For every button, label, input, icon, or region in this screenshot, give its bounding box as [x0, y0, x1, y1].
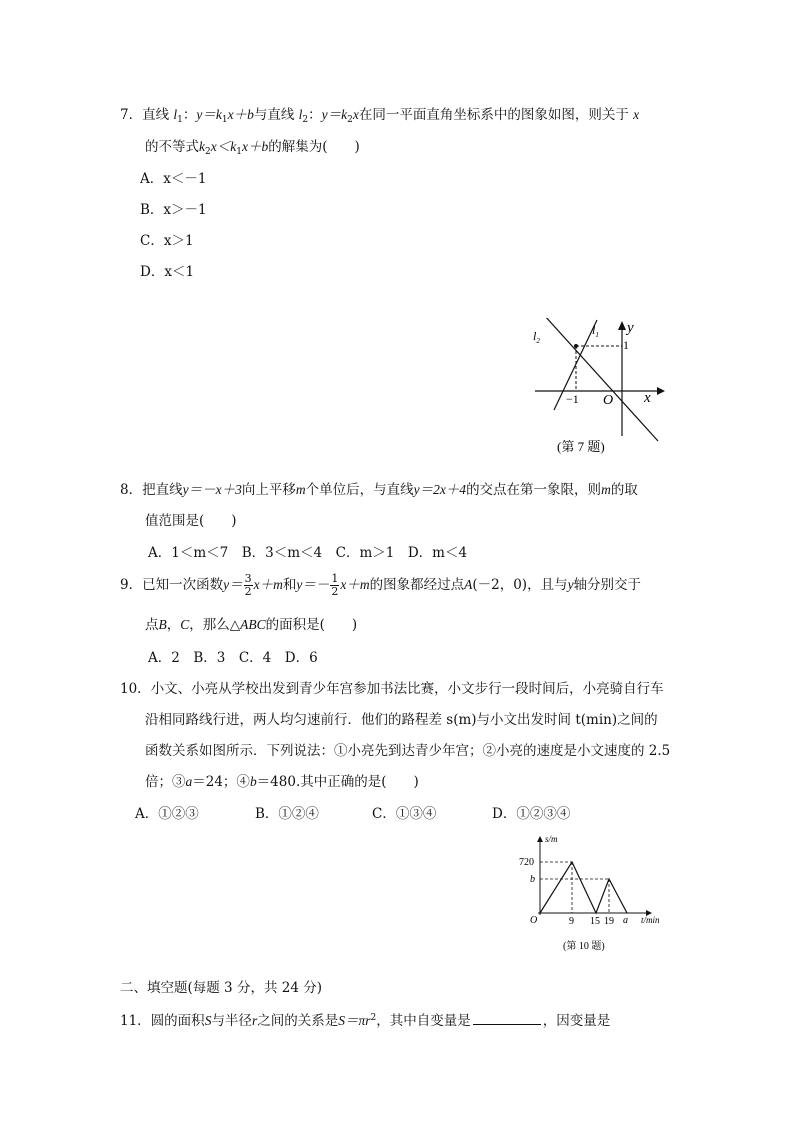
q7-option-a[interactable]: A．x＜－1: [140, 171, 207, 187]
q9-number: 9．: [120, 577, 143, 593]
q10-stem-line2: 沿相同路线行进，两人均匀速前行．他们的路程差 s(m)与小文出发时间 t(min)之间的: [145, 712, 658, 728]
q10-graph-line: [540, 862, 627, 913]
q8-number: 8．: [120, 482, 143, 498]
q11-stem: 11．圆的面积S与半径r之间的关系是$S=\pi r^2$，其中自变量是 ，因变量是: [120, 1013, 611, 1029]
q7-number: 7．: [120, 107, 143, 123]
q11-answer-blank-1[interactable]: [473, 1012, 541, 1025]
q7-label-one: 1: [623, 338, 629, 352]
q10-label-15: 15: [590, 916, 600, 927]
q10-figure: [510, 832, 680, 960]
q7-label-l1: $l_1$: [592, 323, 599, 339]
q10-stem-line4: 倍；③a＝24；④b＝480.其中正确的是( ): [145, 774, 419, 790]
q9-fraction-3-2: $\frac{3}{2}$: [244, 572, 252, 598]
q10-label-x-axis: t/min: [641, 915, 660, 925]
q10-label-y-axis: s/m: [545, 834, 558, 844]
q7-option-d[interactable]: D．x＜1: [140, 264, 195, 280]
q7-option-b[interactable]: B．x＞－1: [140, 202, 207, 218]
q7-caption: (第 7 题): [557, 439, 605, 454]
q9-options[interactable]: A．2 B．3 C．4 D．6: [148, 650, 318, 666]
q10-label-19: 19: [604, 916, 614, 927]
q10-option-a[interactable]: A．①②③: [135, 806, 199, 822]
q10-stem-line3: 函数关系如图所示．下列说法：①小亮先到达青少年宫；②小亮的速度是小文速度的 2.5: [145, 743, 671, 759]
q10-stem-line1: 10．小文、小亮从学校出发到青少年宫参加书法比赛，小文步行一段时间后，小亮骑自行车: [120, 681, 664, 697]
q7-y-arrow: [618, 321, 626, 330]
q8-stem-line1: 8．把直线y＝－x＋3向上平移m个单位后，与直线y＝2x＋4的交点在第一象限，则m的取: [120, 482, 638, 498]
q7-stem-line2: 的不等式$k_2x<k_1x+b$的解集为( ): [145, 139, 360, 157]
q7-intersection-point: [574, 344, 578, 348]
q7-stem-line1: 7．直线 $l_1$：$y=k_1x+b$与直线 $l_2$：$y=k_2x$在同一平面直角坐标系中的图象如图，则关于 x: [120, 107, 640, 125]
q9-stem-line2: 点B，C，那么△ABC的面积是( ): [145, 617, 358, 633]
q7-label-y: y: [627, 320, 634, 336]
q10-label-a: a: [623, 915, 628, 926]
q10-label-9: 9: [569, 916, 574, 927]
section2-title: 二、填空题(每题 3 分，共 24 分): [120, 980, 322, 996]
q10-option-c[interactable]: C．①③④: [372, 806, 437, 822]
q11-number: 11．: [120, 1013, 151, 1029]
q7-label-l2: $l_2$: [533, 329, 540, 345]
q10-label-b: b: [530, 874, 535, 885]
q7-figure: [525, 318, 685, 460]
q8-options[interactable]: A．1＜m＜7 B．3＜m＜4 C．m＞1 D．m＜4: [148, 545, 468, 561]
q9-stem-line1: 9．已知一次函数y＝ $\frac{3}{2}$ x＋m和y＝－ $\frac{1}{2}$ x＋m的图象都经过点A(－2，0)，且与y轴分别交于: [120, 572, 642, 598]
q7-label-neg-one: −1: [566, 392, 579, 406]
q7-x-arrow: [657, 387, 665, 395]
q10-y-arrow: [537, 836, 543, 842]
q7-option-c[interactable]: C．x＞1: [140, 233, 194, 249]
q10-label-origin: O: [530, 915, 538, 926]
q9-fraction-1-2: $\frac{1}{2}$: [331, 572, 339, 598]
q10-option-d[interactable]: D．①②③④: [492, 806, 571, 822]
q8-stem-line2: 值范围是( ): [145, 513, 237, 529]
q7-label-x: x: [644, 390, 651, 406]
q10-number: 10．: [120, 681, 151, 697]
q10-option-b[interactable]: B．①②④: [255, 806, 319, 822]
q7-line-l2: [544, 318, 658, 441]
q10-label-720: 720: [519, 857, 534, 868]
q7-label-origin: O: [603, 393, 614, 408]
q10-caption: (第 10 题): [563, 941, 605, 952]
